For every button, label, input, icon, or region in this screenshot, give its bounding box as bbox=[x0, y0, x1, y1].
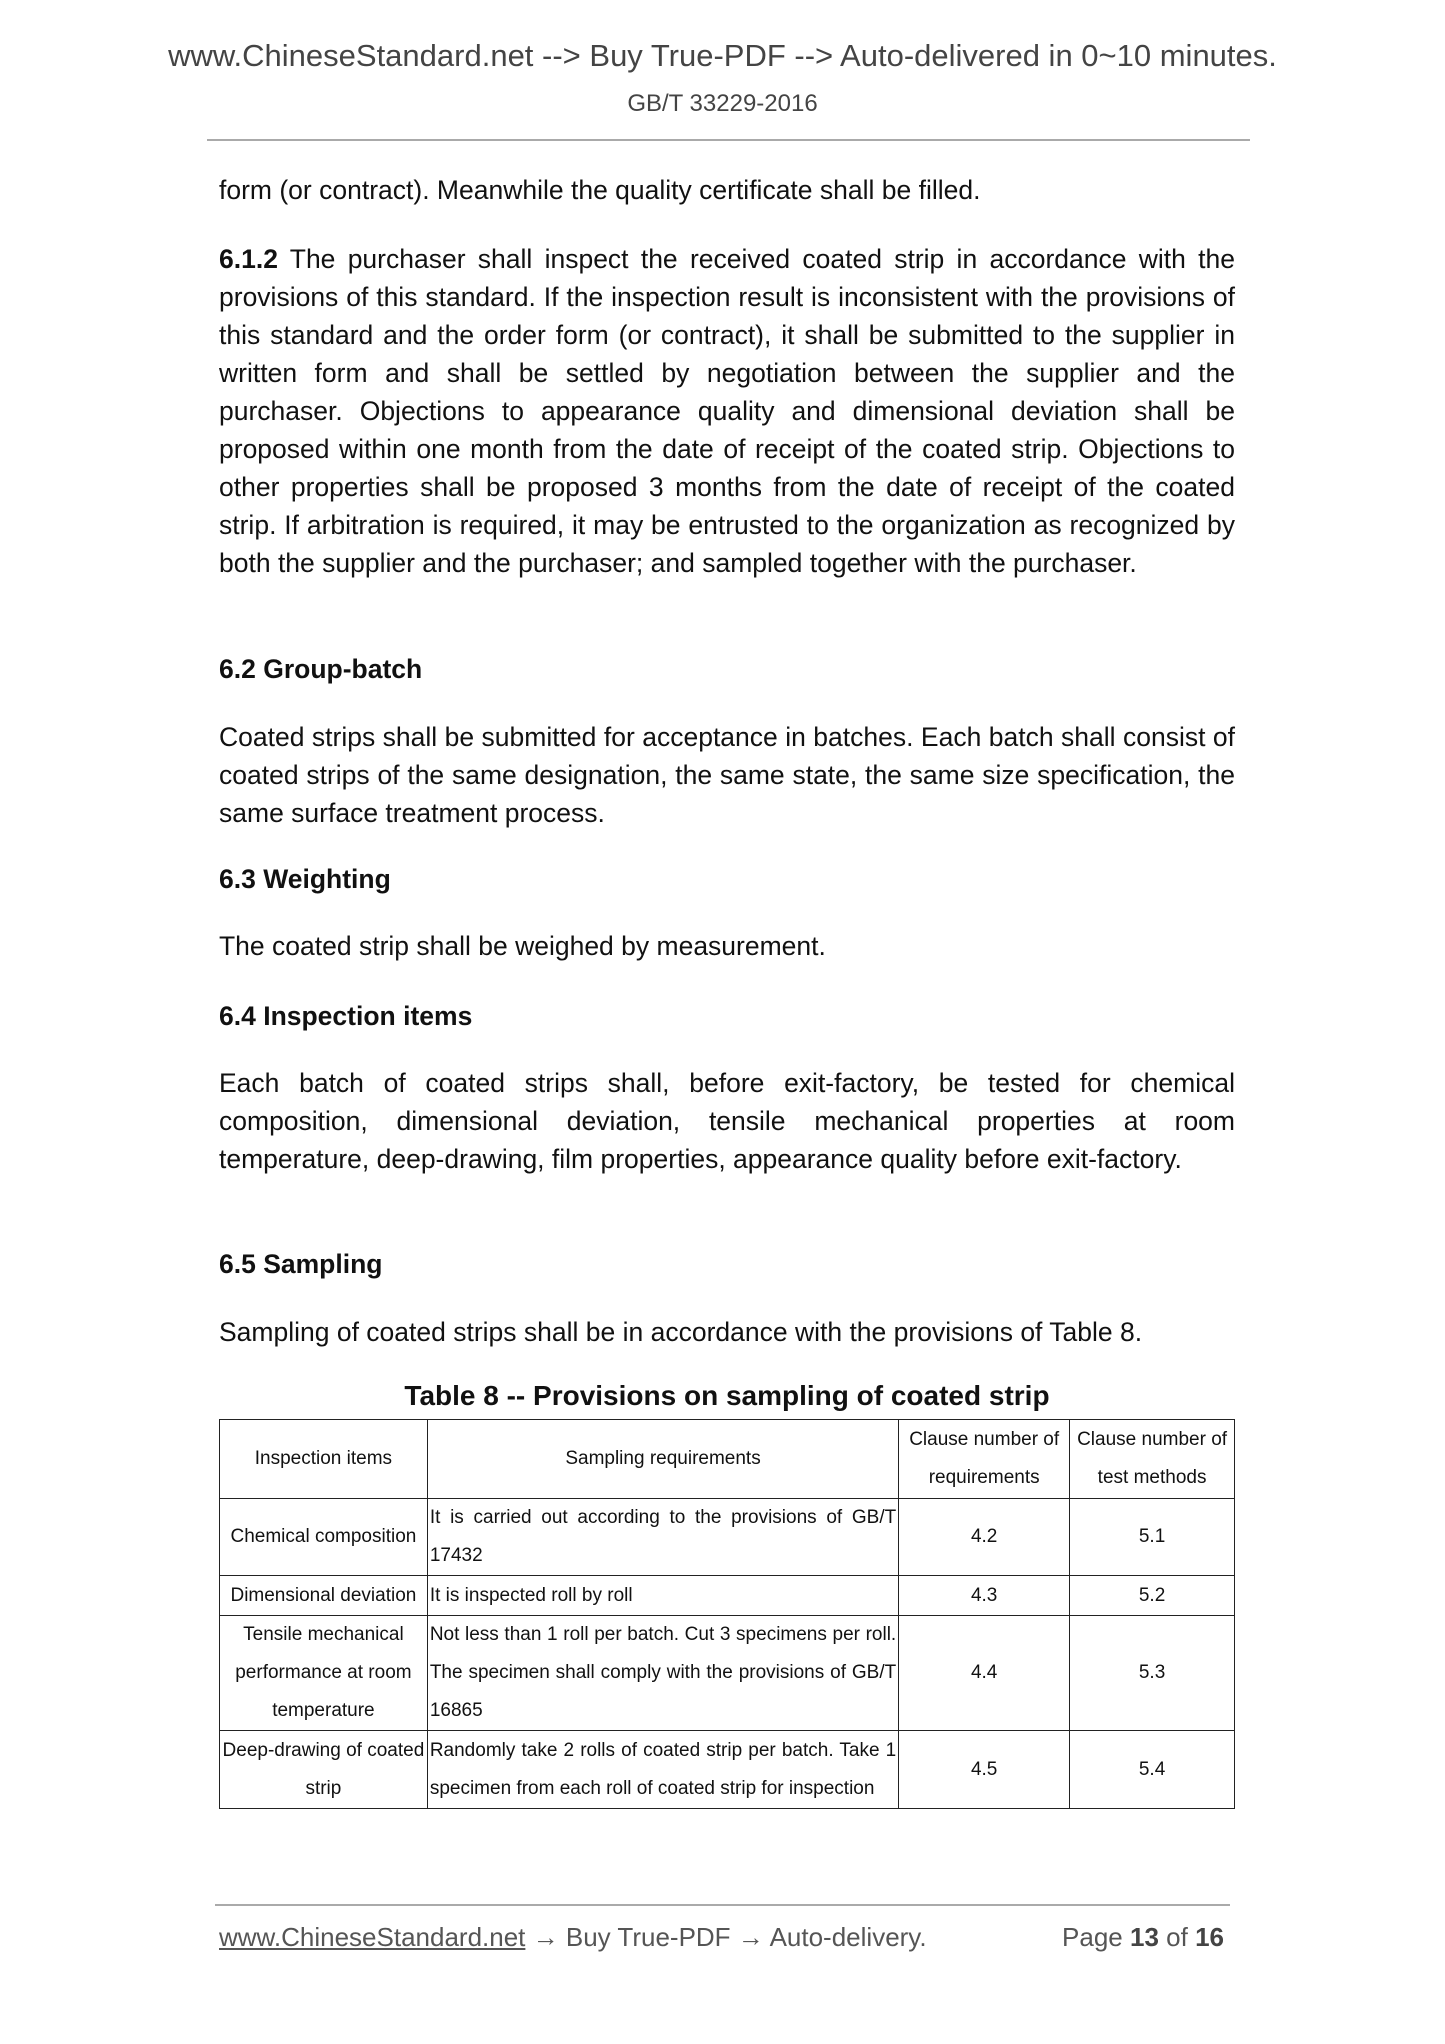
table-cell: 4.4 bbox=[899, 1616, 1070, 1731]
page-of: of bbox=[1166, 1922, 1188, 1952]
paragraph-6-4: Each batch of coated strips shall, before exit-factory, be tested for chemical composition, dimensional deviation, tensile mechanical properties at room temperature, deep-drawing, film properties, appearance quality before exit-factory. bbox=[219, 1068, 1235, 1174]
table-cell: 4.2 bbox=[899, 1499, 1070, 1576]
table-row bbox=[220, 1616, 1235, 1731]
header-banner: www.ChineseStandard.net --> Buy True-PDF --> Auto-delivered in 0~10 minutes. bbox=[168, 38, 1277, 73]
table-row bbox=[220, 1499, 1235, 1576]
paragraph-6-2: Coated strips shall be submitted for acceptance in batches. Each batch shall consist of coated strips of the same designation, the same state, the same size specification, the same surface treatment process. bbox=[219, 722, 1235, 828]
page-indicator bbox=[1062, 1922, 1224, 1953]
column-header: Clause number of test methods bbox=[1070, 1420, 1235, 1499]
table-cell: 4.5 bbox=[899, 1731, 1070, 1809]
table-cell: Randomly take 2 rolls of coated strip per batch. Take 1 specimen from each roll of coated strip for inspection bbox=[427, 1731, 898, 1809]
heading-6-4: 6.4 Inspection items bbox=[219, 1001, 473, 1031]
table-cell: Dimensional deviation bbox=[220, 1576, 428, 1616]
table-cell: 4.3 bbox=[899, 1576, 1070, 1616]
table-cell: Tensile mechanical performance at room temperature bbox=[220, 1616, 428, 1731]
paragraph-6-3: The coated strip shall be weighed by measurement. bbox=[219, 931, 826, 961]
paragraph: form (or contract). Meanwhile the quality certificate shall be filled. bbox=[219, 175, 981, 205]
page-total: 16 bbox=[1195, 1922, 1224, 1952]
paragraph-6-5: Sampling of coated strips shall be in accordance with the provisions of Table 8. bbox=[219, 1317, 1143, 1347]
table-cell: Deep-drawing of coated strip bbox=[220, 1731, 428, 1809]
table-cell: Chemical composition bbox=[220, 1499, 428, 1576]
table-header-row bbox=[220, 1420, 1235, 1499]
header-divider bbox=[207, 139, 1250, 141]
paragraph-6-1-2 bbox=[219, 240, 1235, 582]
footer-divider bbox=[215, 1904, 1230, 1906]
sampling-table bbox=[219, 1419, 1235, 1809]
heading-6-5: 6.5 Sampling bbox=[219, 1249, 383, 1279]
website-link[interactable]: www.ChineseStandard.net bbox=[219, 1922, 526, 1952]
column-header: Clause number of requirements bbox=[899, 1420, 1070, 1499]
table-cell: 5.2 bbox=[1070, 1576, 1235, 1616]
heading-6-3: 6.3 Weighting bbox=[219, 864, 391, 894]
footer-text: → Buy True-PDF → Auto-delivery. bbox=[525, 1922, 927, 1952]
standard-number: GB/T 33229-2016 bbox=[627, 90, 818, 117]
table-cell: It is carried out according to the provisions of GB/T 17432 bbox=[427, 1499, 898, 1576]
heading-6-2: 6.2 Group-batch bbox=[219, 654, 423, 684]
clause-number: 6.1.2 bbox=[219, 244, 278, 274]
page-number: 13 bbox=[1130, 1922, 1159, 1952]
table-row bbox=[220, 1576, 1235, 1616]
page-label: Page bbox=[1062, 1922, 1123, 1952]
column-header: Inspection items bbox=[220, 1420, 428, 1499]
table-cell: 5.1 bbox=[1070, 1499, 1235, 1576]
table-cell: 5.4 bbox=[1070, 1731, 1235, 1809]
table-cell: Not less than 1 roll per batch. Cut 3 specimens per roll. The specimen shall comply with the provisions of GB/T 16865 bbox=[427, 1616, 898, 1731]
column-header: Sampling requirements bbox=[427, 1420, 898, 1499]
table-title: Table 8 -- Provisions on sampling of coated strip bbox=[404, 1380, 1050, 1411]
table-cell: 5.3 bbox=[1070, 1616, 1235, 1731]
table-cell: It is inspected roll by roll bbox=[427, 1576, 898, 1616]
paragraph-text: The purchaser shall inspect the received coated strip in accordance with the provisions of this standard. If the inspection result is inconsistent with the provisions of this standard and the order form (or contract), it shall be submitted to the supplier in written form and shall be settled by negotiation between the supplier and the purchaser. Objections to appearance quality and dimensional deviation shall be proposed within one month from the date of receipt of the coated strip. Objections to other properties shall be proposed 3 months from the date of receipt of the coated strip. If arbitration is required, it may be entrusted to the organization as recognized by both the supplier and the purchaser; and sampled together with the purchaser. bbox=[219, 244, 1235, 578]
table-row bbox=[220, 1731, 1235, 1809]
footer bbox=[219, 1922, 1224, 1953]
